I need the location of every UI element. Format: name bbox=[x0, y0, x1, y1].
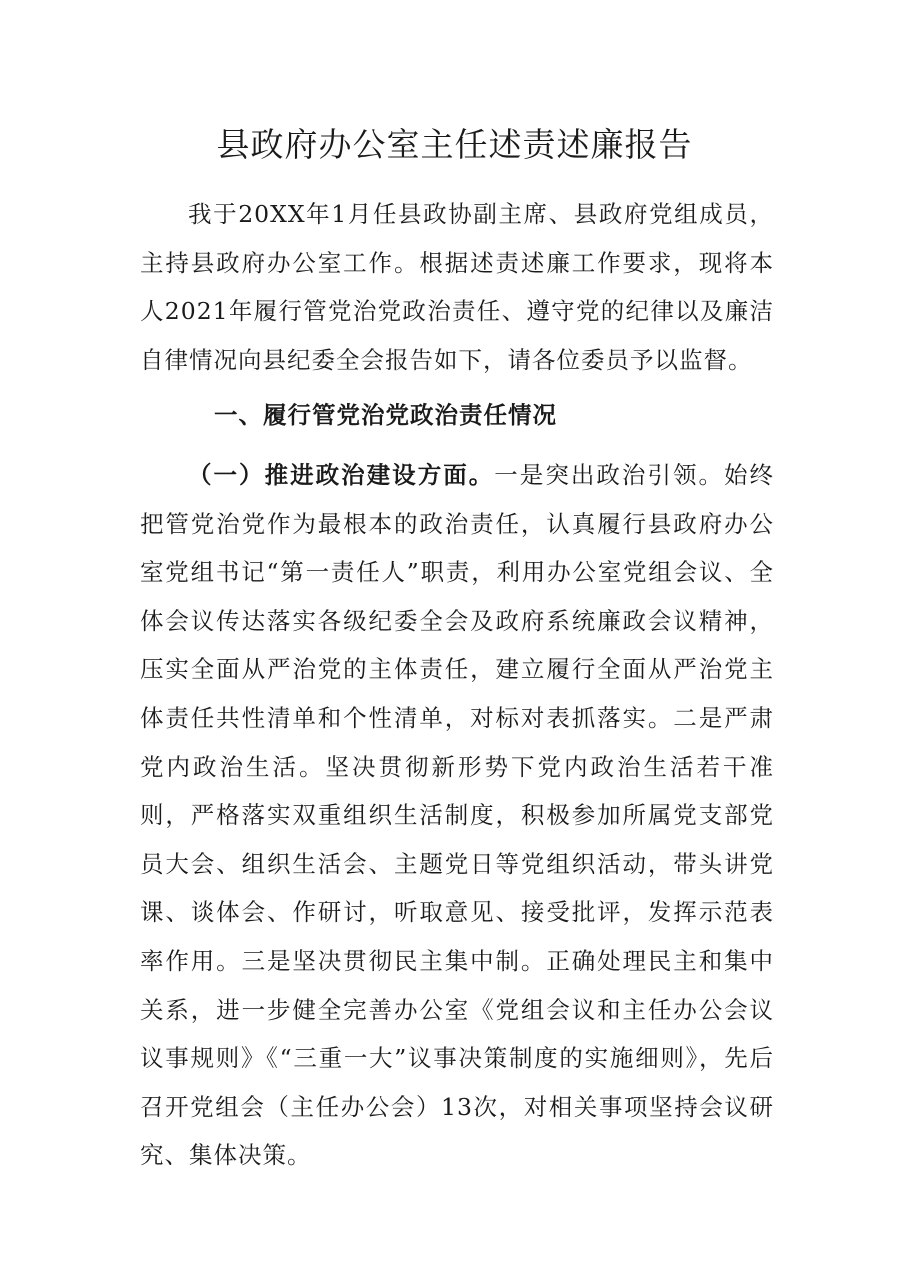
document-title: 县政府办公室主任述责述廉报告 bbox=[216, 125, 693, 164]
section-heading: 一、履行管党治党政治责任情况 bbox=[214, 401, 557, 429]
subsection-body: 一是突出政治引领。始终把管党治党作为最根本的政治责任，认真履行县政府办公室党组书记“第一责任人”职责，利用办公室党组会议、全体会议传达落实各级纪委全会及政府系统廉政会议精神，压实全面从严治党的主体责任，建立履行全面从严治党主体责任共性清单和个性清单，对标对表抓落实。二是严肃党内政治生活。坚决贯彻新形势下党内政治生活若干准则，严格落实双重组织生活制度，积极参加所属党支部党员大会、组织生活会、主题党日等党组织活动，带头讲党课、谈体会、作研讨，听取意见、接受批评，发挥示范表率作用。三是坚决贯彻民主集中制。正确处理民主和集中关系，进一步健全完善办公室《党组会议和主任办公会议议事规则》《“三重一大”议事决策制度的实施细则》，先后召开党组会（主任办公会）13次，对相关事项坚持会议研究、集体决策。 bbox=[140, 461, 775, 1170]
subsection-heading: （一）推进政治建设方面。 bbox=[188, 461, 495, 489]
intro-paragraph: 我于20XX年1月任县政协副主席、县政府党组成员，主持县政府办公室工作。根据述责述廉工作要求，现将本人2021年履行管党治党政治责任、遵守党的纪律以及廉洁自律情况向县纪委全会报告如下，请各位委员予以监督。 bbox=[140, 200, 774, 374]
subsection-paragraph bbox=[140, 451, 774, 1180]
